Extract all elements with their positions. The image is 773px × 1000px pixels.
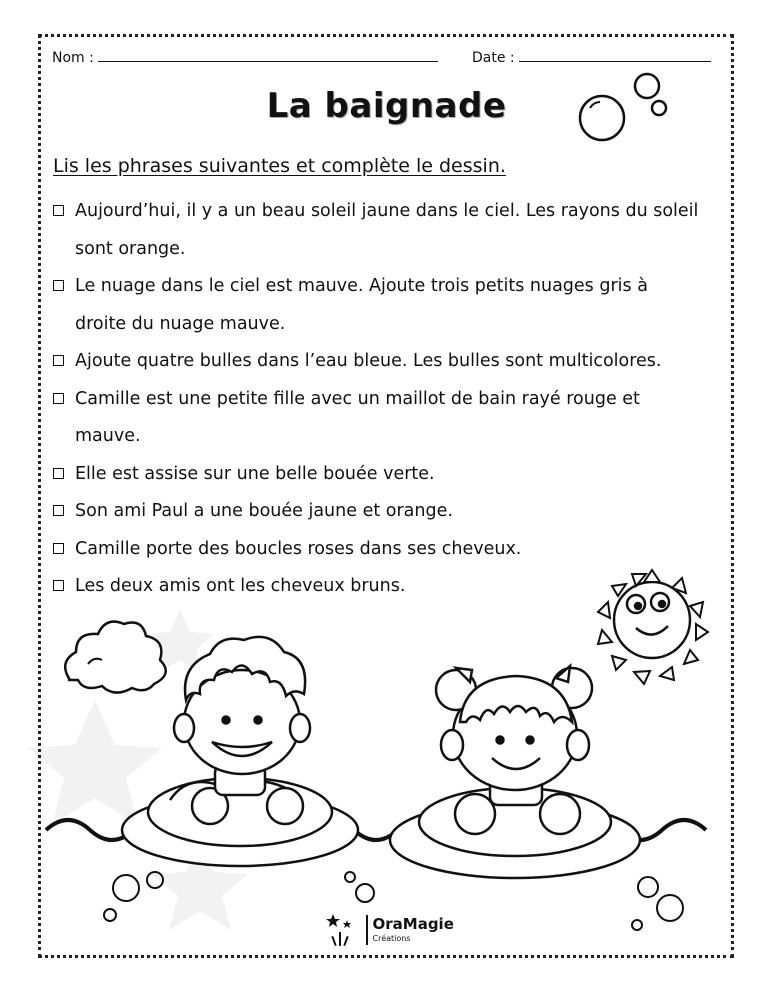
list-item: Aujourd’hui, il y a un beau soleil jaune dans le ciel. Les rayons du soleil sont orange.: [53, 193, 719, 268]
page-title: La baignade: [266, 86, 507, 126]
date-field: [472, 47, 711, 66]
list-item: Les deux amis ont les cheveux bruns.: [53, 568, 719, 606]
checkbox-icon: [53, 580, 64, 591]
instruction-text: Lis les phrases suivantes et complète le dessin.: [53, 155, 506, 177]
list-item: Son ami Paul a une bouée jaune et orange.: [53, 493, 719, 531]
date-line: [519, 47, 711, 62]
name-label: Nom :: [52, 50, 94, 66]
list-item: Camille porte des boucles roses dans ses cheveux.: [53, 531, 719, 569]
list-item: Le nuage dans le ciel est mauve. Ajoute trois petits nuages gris à droite du nuage mauve.: [53, 268, 719, 343]
date-label: Date :: [472, 50, 515, 66]
name-field: [52, 47, 438, 66]
checkbox-icon: [53, 205, 64, 216]
checkbox-icon: [53, 468, 64, 479]
checkbox-icon: [53, 543, 64, 554]
list-item: Camille est une petite fille avec un maillot de bain rayé rouge et mauve.: [53, 381, 719, 456]
logo-sub: Créations: [372, 934, 411, 943]
logo-brand: OraMagie: [372, 915, 454, 933]
logo-separator: [366, 915, 368, 945]
list-item: Elle est assise sur une belle bouée verte.: [53, 456, 719, 494]
checkbox-icon: [53, 393, 64, 404]
list-item: Ajoute quatre bulles dans l’eau bleue. Les bulles sont multicolores.: [53, 343, 719, 381]
checkbox-icon: [53, 505, 64, 516]
header-fields: [52, 47, 716, 69]
checkbox-icon: [53, 280, 64, 291]
name-line: [98, 47, 438, 62]
sentence-list: [53, 193, 719, 606]
fireworks-icon: [325, 912, 361, 948]
checkbox-icon: [53, 355, 64, 366]
brand-logo: [325, 912, 454, 948]
